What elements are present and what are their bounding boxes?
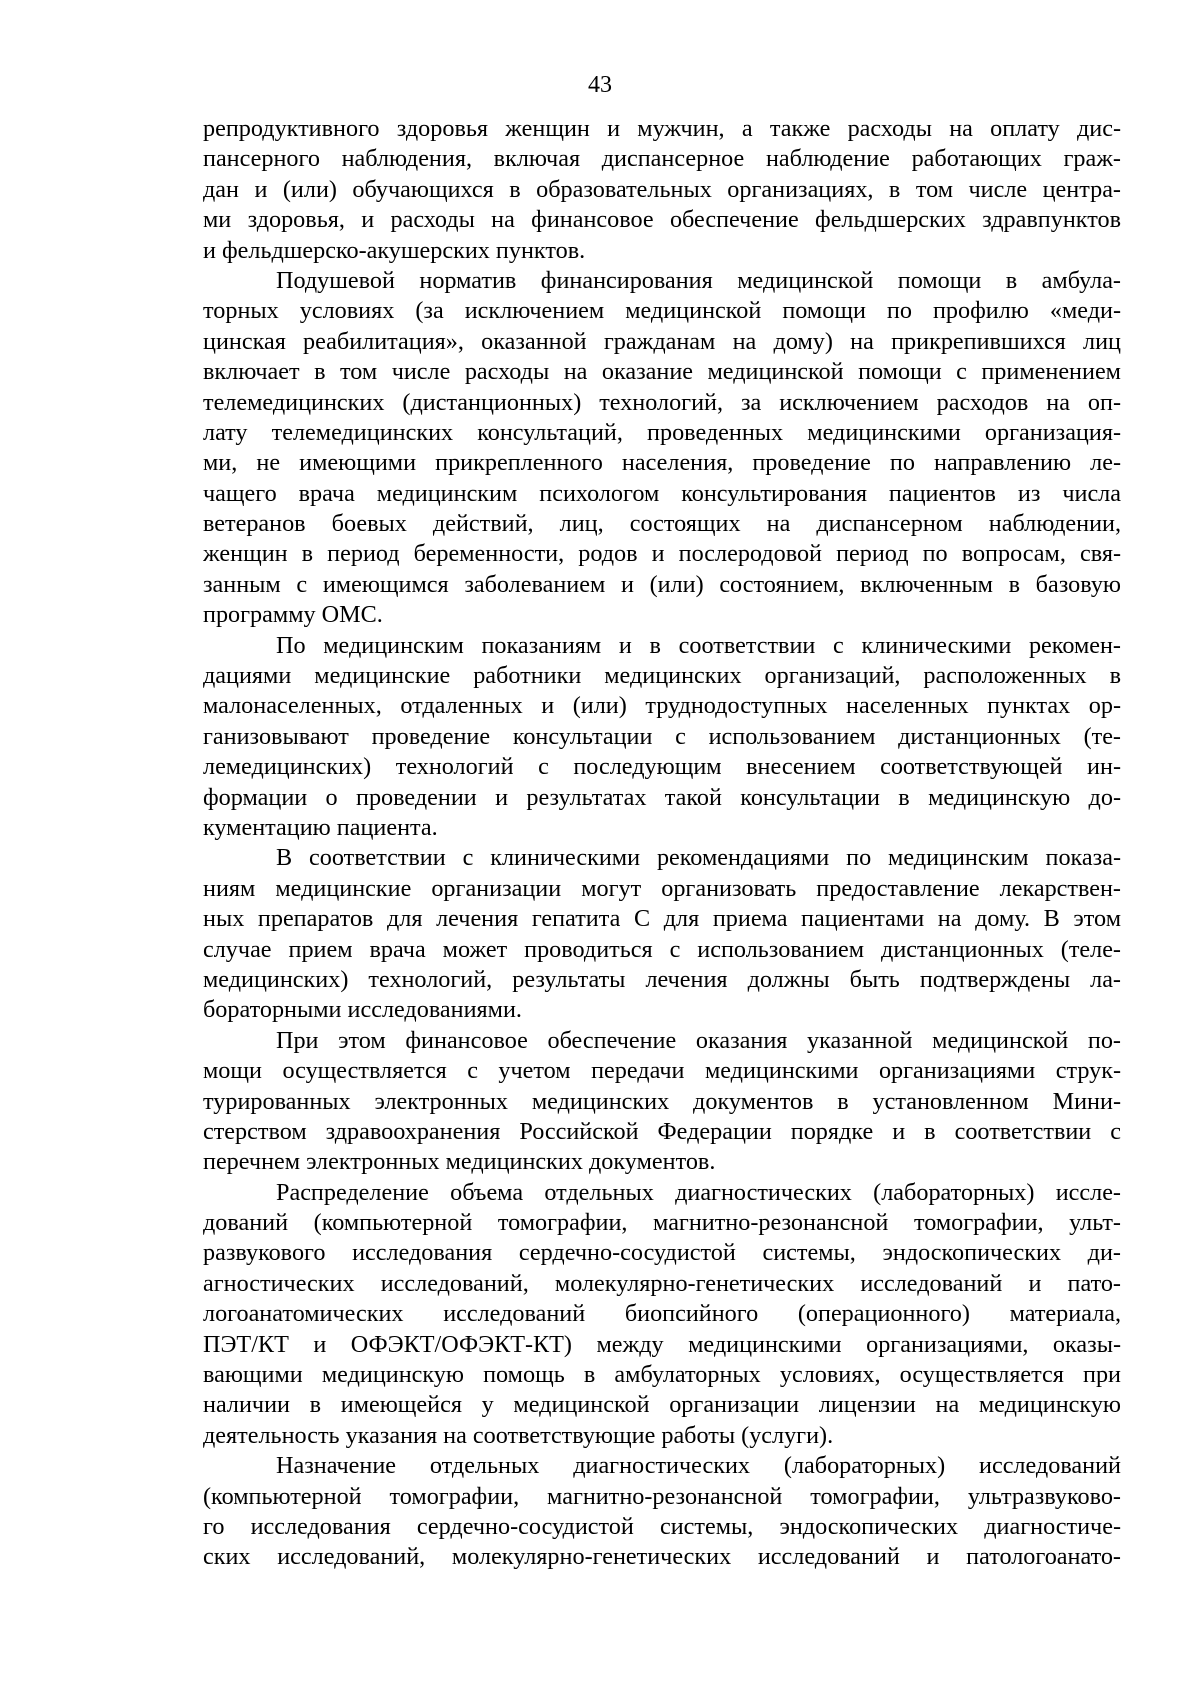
paragraph — [203, 266, 1121, 631]
text-line: турированных электронных медицинских документов в установленном Мини- — [203, 1087, 1121, 1115]
text-line: и фельдшерско-акушерских пунктов. — [203, 236, 586, 264]
text-line: программу ОМС. — [203, 601, 383, 629]
text-line: лату телемедицинских консультаций, проведенных медицинскими организация- — [203, 418, 1121, 446]
text-line: женщин в период беременности, родов и послеродовой период по вопросам, свя- — [203, 540, 1121, 568]
text-line: Распределение объема отдельных диагностических (лабораторных) иссле- — [276, 1178, 1121, 1206]
text-line: цинская реабилитация», оказанной гражданам на дому) на прикрепившихся лиц — [203, 327, 1121, 355]
text-line: ми здоровья, и расходы на финансовое обеспечение фельдшерских здравпунктов — [203, 206, 1121, 234]
text-line: дациями медицинские работники медицинских организаций, расположенных в — [203, 662, 1121, 690]
text-line: логоанатомических исследований биопсийного (операционного) материала, — [203, 1300, 1121, 1328]
text-line: стерством здравоохранения Российской Федерации порядке и в соответствии с — [203, 1117, 1121, 1145]
text-line: По медицинским показаниям и в соответствии с клиническими рекомен- — [276, 631, 1121, 659]
text-line: дований (компьютерной томографии, магнитно-резонансной томографии, ульт- — [203, 1209, 1121, 1237]
text-line: лемедицинских) технологий с последующим внесением соответствующей ин- — [203, 753, 1121, 781]
text-line: развукового исследования сердечно-сосудистой системы, эндоскопических ди- — [203, 1239, 1121, 1267]
text-line: бораторными исследованиями. — [203, 996, 522, 1024]
text-line: ми, не имеющими прикрепленного населения, проведение по направлению ле- — [203, 449, 1121, 477]
paragraph — [203, 1026, 1121, 1178]
paragraph — [203, 1178, 1121, 1452]
text-line: Назначение отдельных диагностических (лабораторных) исследований — [276, 1452, 1121, 1480]
text-line: ветеранов боевых действий, лиц, состоящих на диспансерном наблюдении, — [203, 510, 1121, 538]
text-line: перечнем электронных медицинских документов. — [203, 1148, 716, 1176]
text-line: наличии в имеющейся у медицинской организации лицензии на медицинскую — [203, 1391, 1121, 1419]
text-line: пансерного наблюдения, включая диспансерное наблюдение работающих граж- — [203, 145, 1121, 173]
paragraph — [203, 1451, 1121, 1573]
text-line: ниям медицинские организации могут организовать предоставление лекарствен- — [203, 874, 1121, 902]
text-line: вающими медицинскую помощь в амбулаторных условиях, осуществляется при — [203, 1361, 1121, 1389]
paragraph — [203, 631, 1121, 844]
text-line: (компьютерной томографии, магнитно-резонансной томографии, ультразвуково- — [203, 1482, 1121, 1510]
text-line: мощи осуществляется с учетом передачи медицинскими организациями струк- — [203, 1057, 1121, 1085]
text-line: ПЭТ/КТ и ОФЭКТ/ОФЭКТ-КТ) между медицинскими организациями, оказы- — [203, 1330, 1121, 1358]
text-line: репродуктивного здоровья женщин и мужчин, а также расходы на оплату дис- — [203, 115, 1121, 142]
text-line: медицинских) технологий, результаты лечения должны быть подтверждены ла- — [203, 965, 1121, 993]
text-line: кументацию пациента. — [203, 813, 438, 841]
paragraph — [203, 114, 1121, 266]
text-line: занным с имеющимся заболеванием и (или) состоянием, включенным в базовую — [203, 570, 1121, 598]
text-line: чащего врача медицинским психологом консультирования пациентов из числа — [203, 479, 1121, 507]
text-line: торных условиях (за исключением медицинской помощи по профилю «меди- — [203, 297, 1121, 325]
text-line: случае прием врача может проводиться с использованием дистанционных (теле- — [203, 935, 1121, 963]
text-line: го исследования сердечно-сосудистой системы, эндоскопических диагностиче- — [203, 1512, 1121, 1540]
paragraph — [203, 843, 1121, 1025]
text-line: телемедицинских (дистанционных) технологий, за исключением расходов на оп- — [203, 388, 1121, 416]
document-body — [203, 114, 1121, 1573]
text-line: ных препаратов для лечения гепатита С для приема пациентами на дому. В этом — [203, 905, 1121, 933]
text-line: дан и (или) обучающихся в образовательных организациях, в том числе центра- — [203, 175, 1121, 203]
text-line: включает в том числе расходы на оказание медицинской помощи с применением — [203, 358, 1121, 386]
text-line: ганизовывают проведение консультации с использованием дистанционных (те- — [203, 722, 1121, 750]
text-line: Подушевой норматив финансирования медицинской помощи в амбула- — [276, 266, 1121, 294]
page-number: 43 — [588, 72, 612, 98]
text-line: агностических исследований, молекулярно-генетических исследований и пато- — [203, 1269, 1121, 1297]
text-line: При этом финансовое обеспечение оказания указанной медицинской по- — [276, 1026, 1121, 1054]
text-line: В соответствии с клиническими рекомендациями по медицинским показа- — [276, 844, 1121, 872]
text-line: малонаселенных, отдаленных и (или) труднодоступных населенных пунктах ор- — [203, 692, 1121, 720]
text-line: деятельность указания на соответствующие работы (услуги). — [203, 1421, 834, 1449]
text-line: ских исследований, молекулярно-генетических исследований и патологоанато- — [203, 1543, 1121, 1571]
text-line: формации о проведении и результатах такой консультации в медицинскую до- — [203, 783, 1121, 811]
